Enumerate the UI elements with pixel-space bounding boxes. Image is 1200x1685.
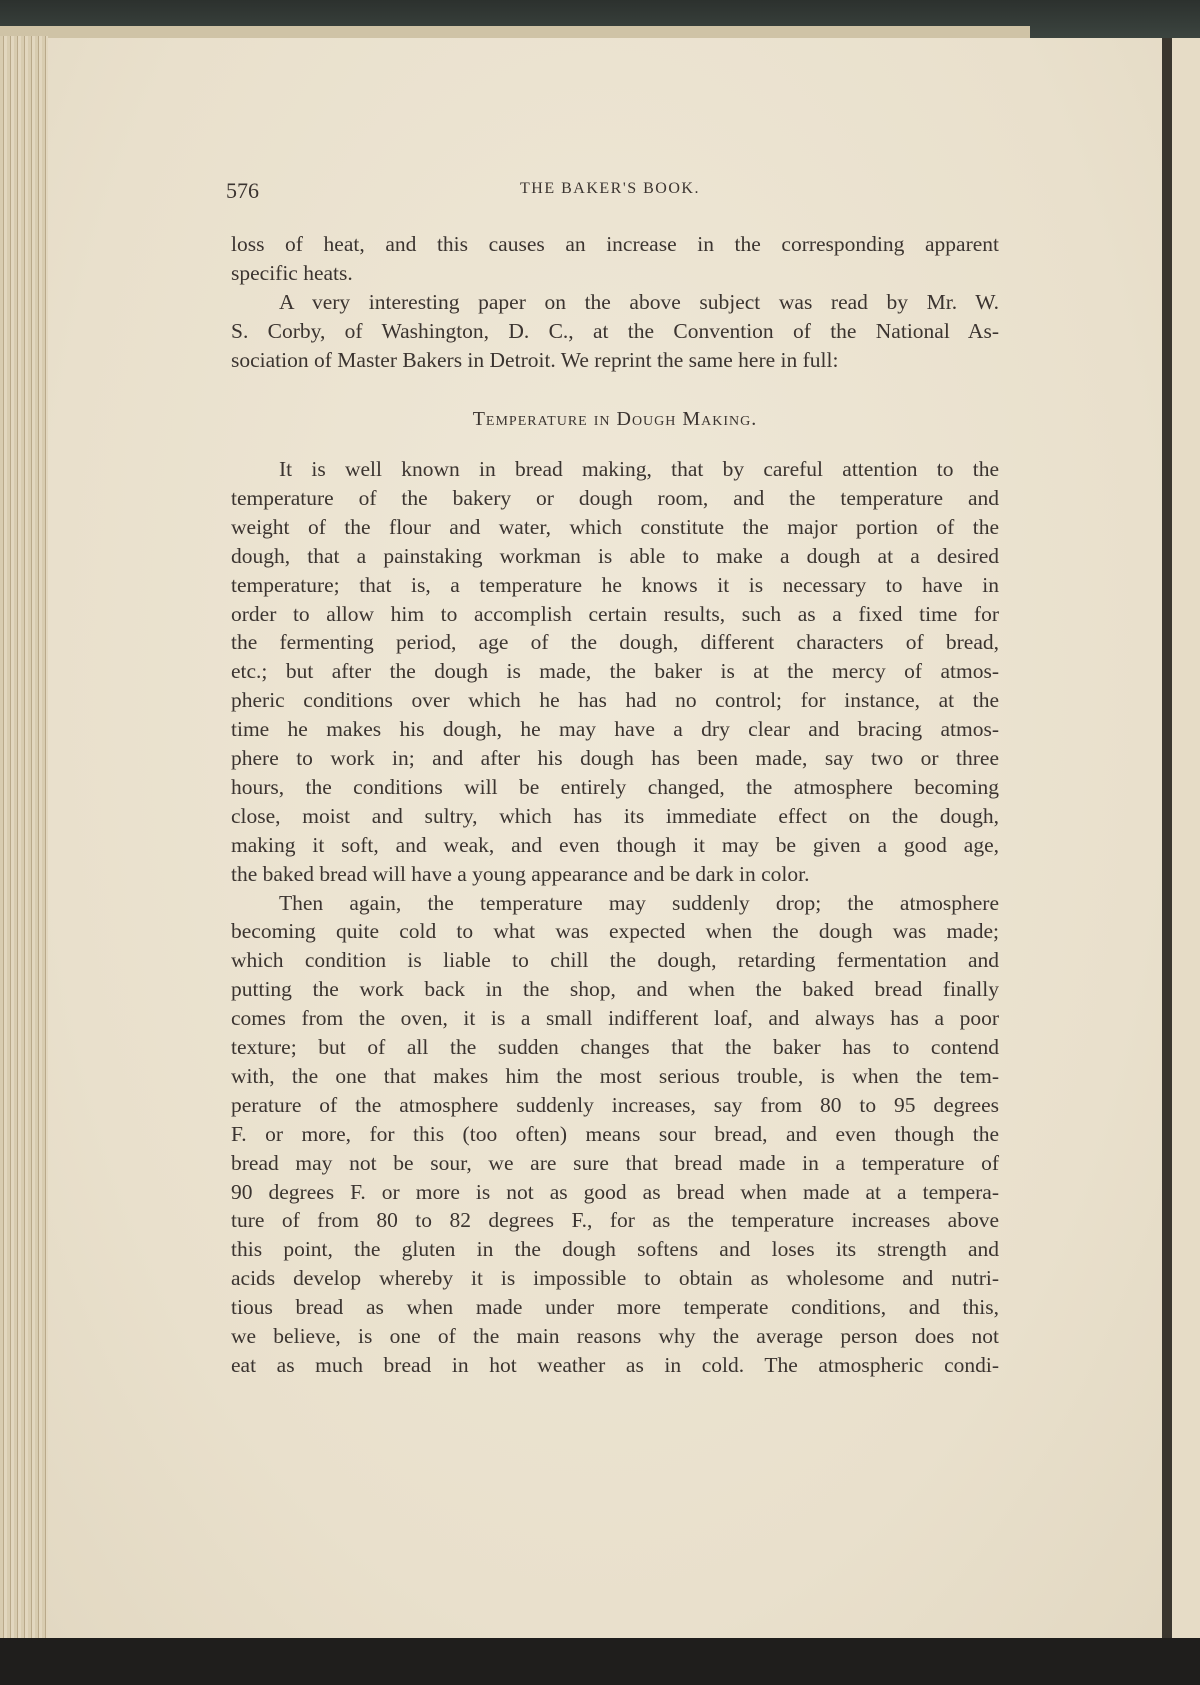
text-line: dough, that a painstaking workman is able to make a dough at a desired	[231, 543, 999, 568]
text-line: perature of the atmosphere suddenly increases, say from 80 to 95 degrees	[231, 1092, 999, 1117]
book-cover-bottom	[0, 1638, 1200, 1685]
text-line: comes from the oven, it is a small indifferent loaf, and always has a poor	[231, 1006, 999, 1031]
text-line: bread may not be sour, we are sure that bread made in a temperature of	[231, 1150, 999, 1175]
text-line: acids develop whereby it is impossible to obtain as wholesome and nutri-	[231, 1266, 999, 1291]
text-line: sociation of Master Bakers in Detroit. We reprint the same here in full:	[231, 347, 839, 372]
text-line: S. Corby, of Washington, D. C., at the Convention of the National As-	[231, 318, 999, 343]
text-line: specific heats.	[231, 260, 353, 285]
text-line: making it soft, and weak, and even though it may be given a good age,	[231, 832, 999, 857]
text-line: eat as much bread in hot weather as in cold. The atmospheric condi-	[231, 1352, 999, 1377]
text-line: with, the one that makes him the most serious trouble, is when the tem-	[231, 1063, 999, 1088]
text-line: A very interesting paper on the above subject was read by Mr. W.	[279, 289, 999, 314]
text-line: close, moist and sultry, which has its immediate effect on the dough,	[231, 803, 999, 828]
text-line: pheric conditions over which he has had no control; for instance, at the	[231, 688, 999, 713]
text-line: It is well known in bread making, that by careful attention to the	[279, 457, 999, 481]
text-line: putting the work back in the shop, and when the baked bread finally	[231, 977, 999, 1002]
text-line: F. or more, for this (too often) means sour bread, and even though the	[231, 1121, 999, 1146]
page-number: 576	[226, 178, 259, 203]
running-head: THE BAKER'S BOOK.	[520, 180, 700, 197]
text-line: temperature; that is, a temperature he knows it is necessary to have in	[231, 572, 999, 597]
text-line: this point, the gluten in the dough softens and loses its strength and	[231, 1237, 999, 1262]
page-edges-left	[0, 36, 48, 1640]
text-line: loss of heat, and this causes an increase in the corresponding apparent	[231, 232, 999, 256]
text-line: phere to work in; and after his dough has been made, say two or three	[231, 746, 999, 770]
text-line: ture of from 80 to 82 degrees F., for as the temperature increases above	[231, 1208, 999, 1233]
text-line: order to allow him to accomplish certain results, such as a fixed time for	[231, 601, 999, 626]
text-line: we believe, is one of the main reasons why the average person does not	[231, 1324, 999, 1348]
text-line: 90 degrees F. or more is not as good as bread when made at a tempera-	[231, 1179, 999, 1204]
text-line: etc.; but after the dough is made, the baker is at the mercy of atmos-	[231, 659, 999, 684]
text-line: tious bread as when made under more temperate conditions, and this,	[231, 1295, 999, 1320]
text-line: becoming quite cold to what was expected when the dough was made;	[231, 919, 999, 944]
text-line: texture; but of all the sudden changes that the baker has to contend	[231, 1035, 999, 1059]
page-gutter-right	[1162, 38, 1172, 1638]
text-line: the fermenting period, age of the dough, different characters of bread,	[231, 630, 999, 655]
text-line: time he makes his dough, he may have a dry clear and bracing atmos-	[231, 717, 999, 742]
text-line: weight of the flour and water, which constitute the major portion of the	[231, 514, 999, 539]
text-line: temperature of the bakery or dough room, and the temperature and	[231, 485, 999, 510]
facing-page-edge	[1172, 38, 1200, 1638]
section-heading: Temperature in Dough Making.	[472, 408, 758, 430]
text-line: hours, the conditions will be entirely changed, the atmosphere becoming	[231, 774, 999, 799]
text-line: Then again, the temperature may suddenly drop; the atmosphere	[279, 890, 999, 915]
text-line: which condition is liable to chill the dough, retarding fermentation and	[231, 948, 999, 973]
text-line: the baked bread will have a young appearance and be dark in color.	[231, 861, 810, 886]
